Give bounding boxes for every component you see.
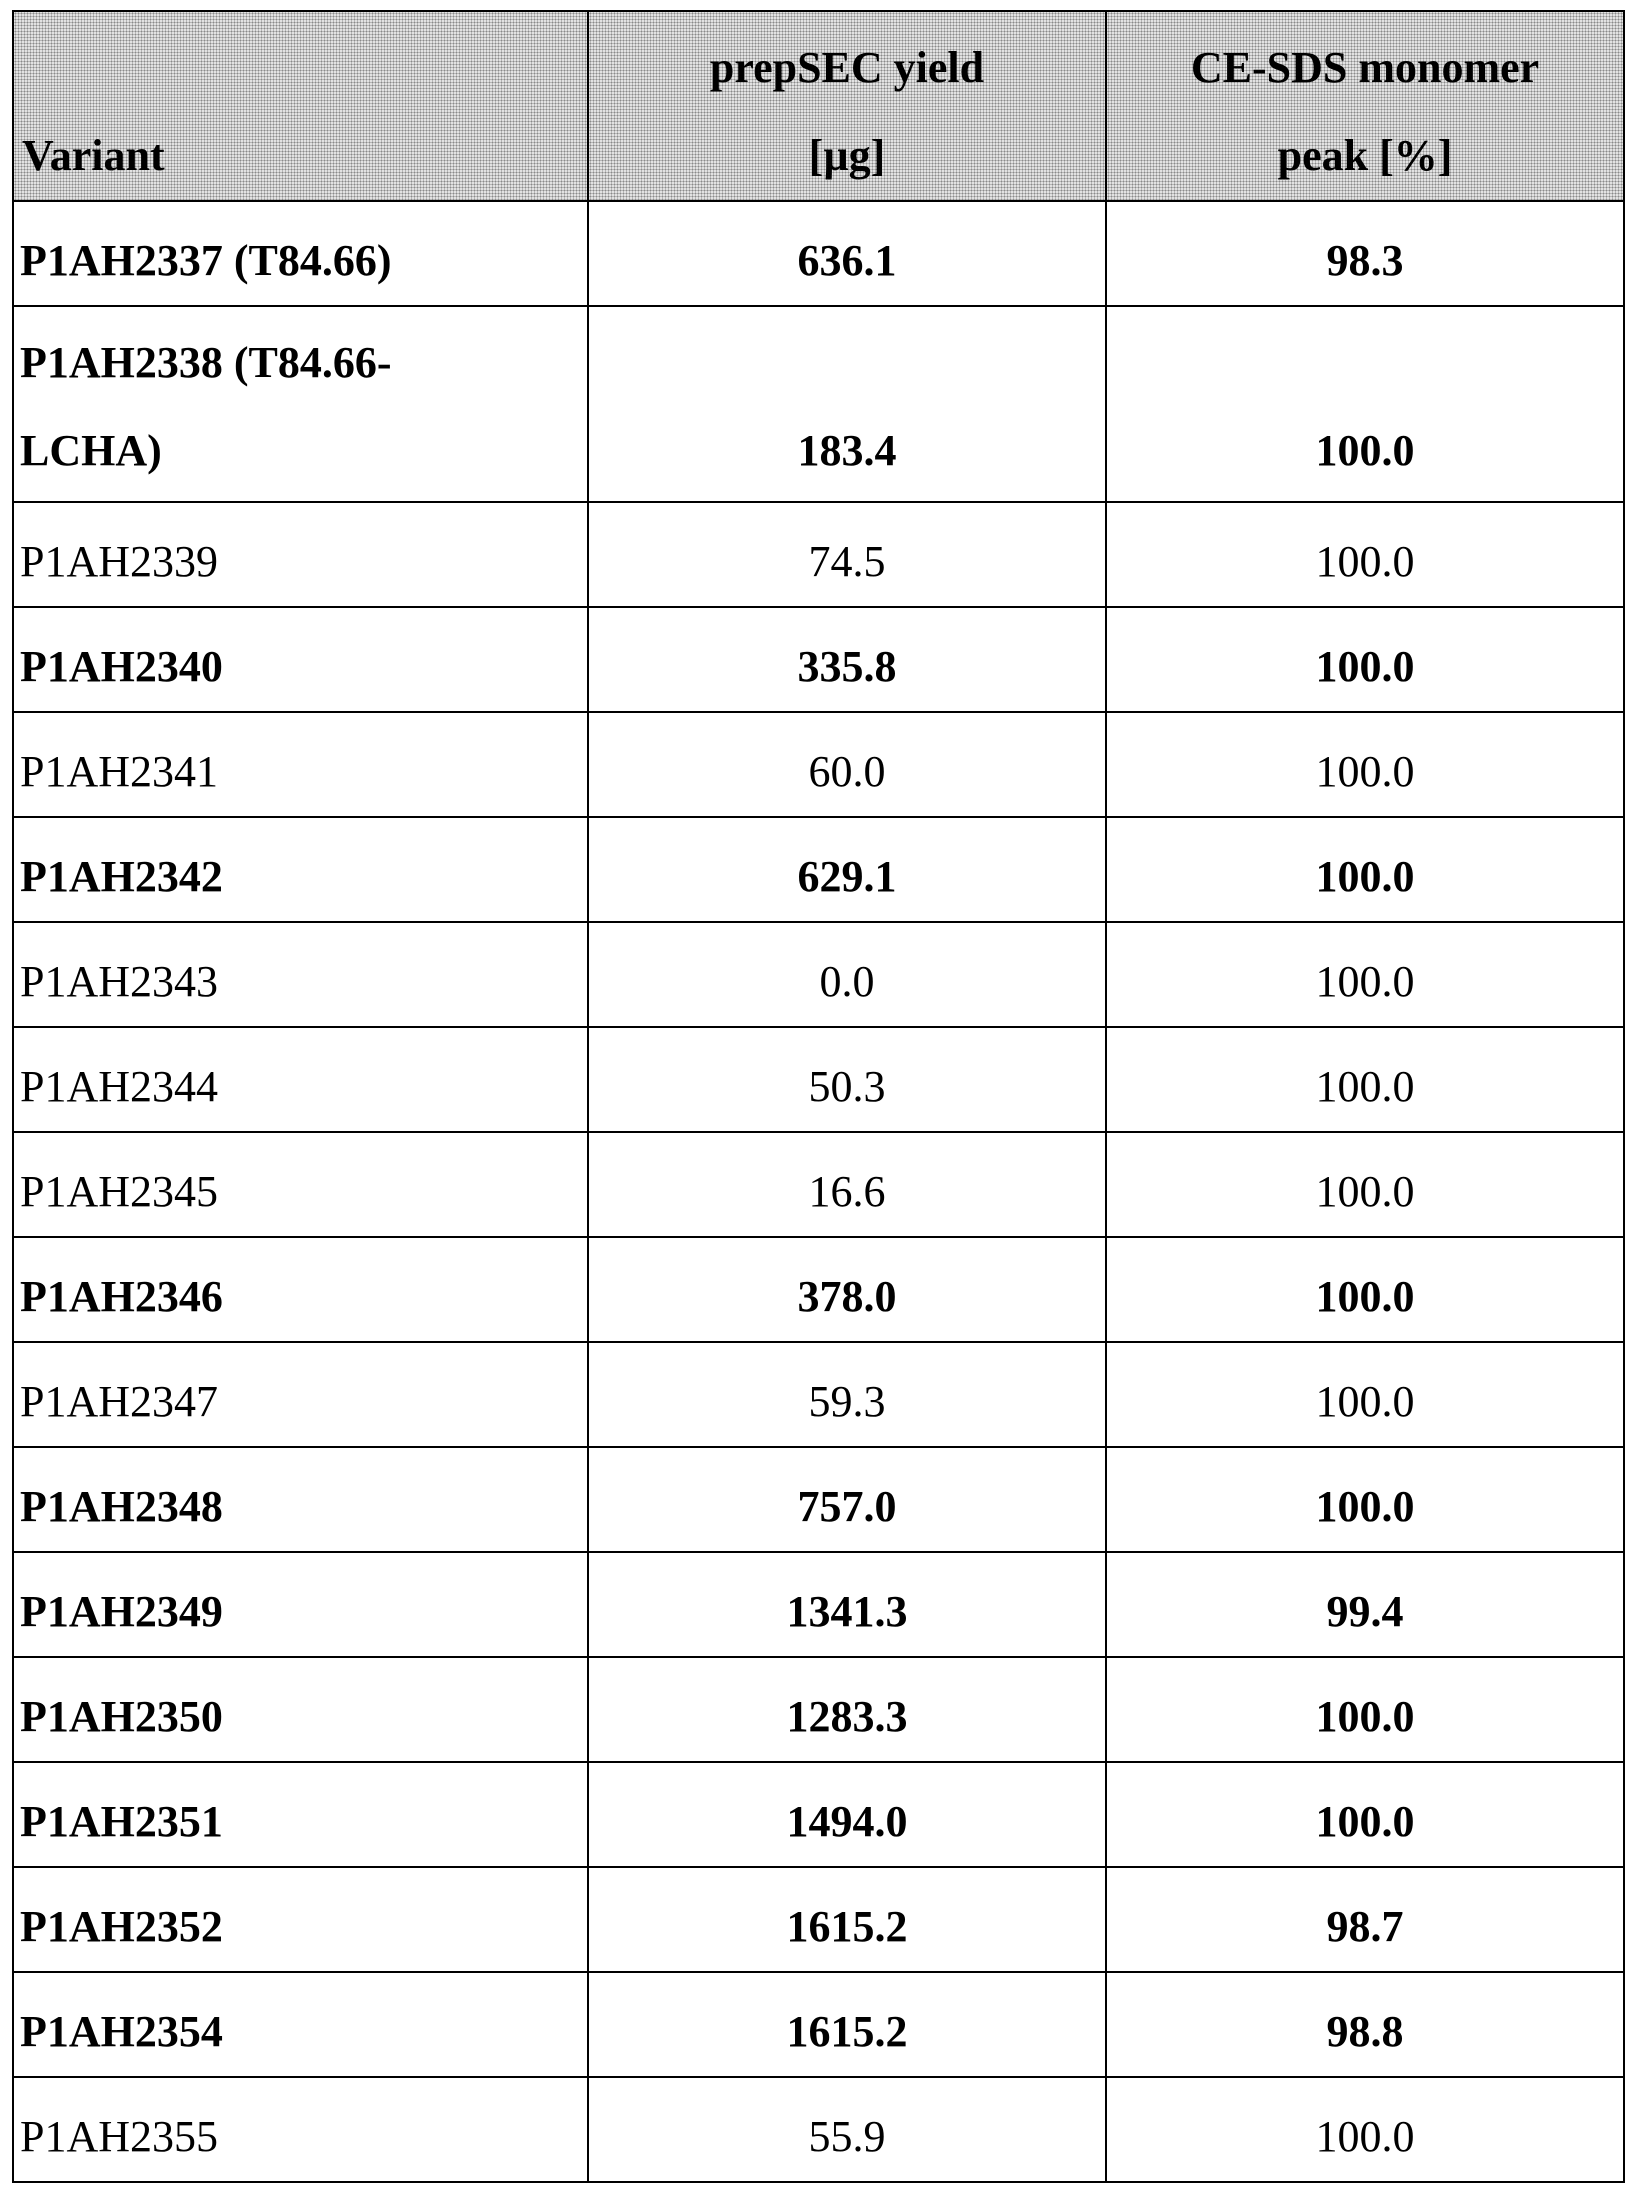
yield-cell: 1494.0 [588,1762,1106,1867]
variant-cell: P1AH2347 [13,1342,588,1447]
variant-cell: P1AH2346 [13,1237,588,1342]
variant-cell: P1AH2345 [13,1132,588,1237]
yield-cell: 74.5 [588,502,1106,607]
monomer-cell: 100.0 [1106,2077,1624,2182]
variant-cell: P1AH2339 [13,502,588,607]
variant-cell: P1AH2344 [13,1027,588,1132]
table-row [13,1972,1624,2077]
table-row [13,1867,1624,1972]
table-row [13,1132,1624,1237]
monomer-cell: 100.0 [1106,817,1624,922]
monomer-cell: 100.0 [1106,1657,1624,1762]
yield-cell: 50.3 [588,1027,1106,1132]
table-row [13,1447,1624,1552]
yield-cell: 55.9 [588,2077,1106,2182]
variant-cell: P1AH2343 [13,922,588,1027]
header-variant [13,11,588,201]
table-row [13,2077,1624,2182]
yield-cell: 629.1 [588,817,1106,922]
yield-cell: 1283.3 [588,1657,1106,1762]
header-monomer-line2: peak [%] [1277,131,1453,180]
table-row [13,1027,1624,1132]
header-row [13,11,1624,201]
header-yield-line2: [µg] [808,131,886,180]
monomer-cell: 98.7 [1106,1867,1624,1972]
yield-cell: 1615.2 [588,1867,1106,1972]
table-row [13,1552,1624,1657]
monomer-cell: 98.3 [1106,201,1624,306]
variant-cell: P1AH2355 [13,2077,588,2182]
yield-cell: 757.0 [588,1447,1106,1552]
yield-cell: 59.3 [588,1342,1106,1447]
table-row [13,1762,1624,1867]
variant-line2: LCHA) [20,426,162,475]
yield-cell: 1341.3 [588,1552,1106,1657]
monomer-cell: 100.0 [1106,1132,1624,1237]
monomer-cell: 100.0 [1106,1447,1624,1552]
table-row [13,922,1624,1027]
table-row [13,1237,1624,1342]
monomer-cell: 100.0 [1106,1027,1624,1132]
variant-cell [13,306,588,502]
yield-cell: 335.8 [588,607,1106,712]
yield-cell: 636.1 [588,201,1106,306]
table-row [13,502,1624,607]
monomer-cell: 100.0 [1106,607,1624,712]
header-prepsec-yield [588,11,1106,201]
yield-cell: 16.6 [588,1132,1106,1237]
table-row [13,607,1624,712]
header-yield-line1: prepSEC yield [709,43,985,92]
yield-cell: 0.0 [588,922,1106,1027]
yield-cell: 378.0 [588,1237,1106,1342]
yield-cell: 183.4 [588,306,1106,502]
header-ce-sds-monomer [1106,11,1624,201]
table-row [13,712,1624,817]
monomer-cell: 100.0 [1106,1342,1624,1447]
variant-cell: P1AH2349 [13,1552,588,1657]
table-row [13,1657,1624,1762]
monomer-cell: 100.0 [1106,922,1624,1027]
variant-cell: P1AH2341 [13,712,588,817]
table-row [13,1342,1624,1447]
variant-cell: P1AH2340 [13,607,588,712]
variant-cell: P1AH2342 [13,817,588,922]
table-row [13,817,1624,922]
monomer-cell: 99.4 [1106,1552,1624,1657]
monomer-cell: 100.0 [1106,1762,1624,1867]
variant-cell: P1AH2351 [13,1762,588,1867]
variant-cell: P1AH2348 [13,1447,588,1552]
header-monomer-line1: CE-SDS monomer [1190,43,1540,92]
variant-results-table [12,10,1625,2183]
monomer-cell: 100.0 [1106,712,1624,817]
monomer-cell: 100.0 [1106,1237,1624,1342]
variant-cell: P1AH2352 [13,1867,588,1972]
variant-cell: P1AH2337 (T84.66) [13,201,588,306]
yield-cell: 1615.2 [588,1972,1106,2077]
table-row [13,201,1624,306]
variant-cell: P1AH2350 [13,1657,588,1762]
monomer-cell: 100.0 [1106,306,1624,502]
variant-line1: P1AH2338 (T84.66- [20,338,392,387]
monomer-cell: 100.0 [1106,502,1624,607]
table-row [13,306,1624,502]
header-variant-label: Variant [22,131,165,180]
variant-cell: P1AH2354 [13,1972,588,2077]
yield-cell: 60.0 [588,712,1106,817]
monomer-cell: 98.8 [1106,1972,1624,2077]
